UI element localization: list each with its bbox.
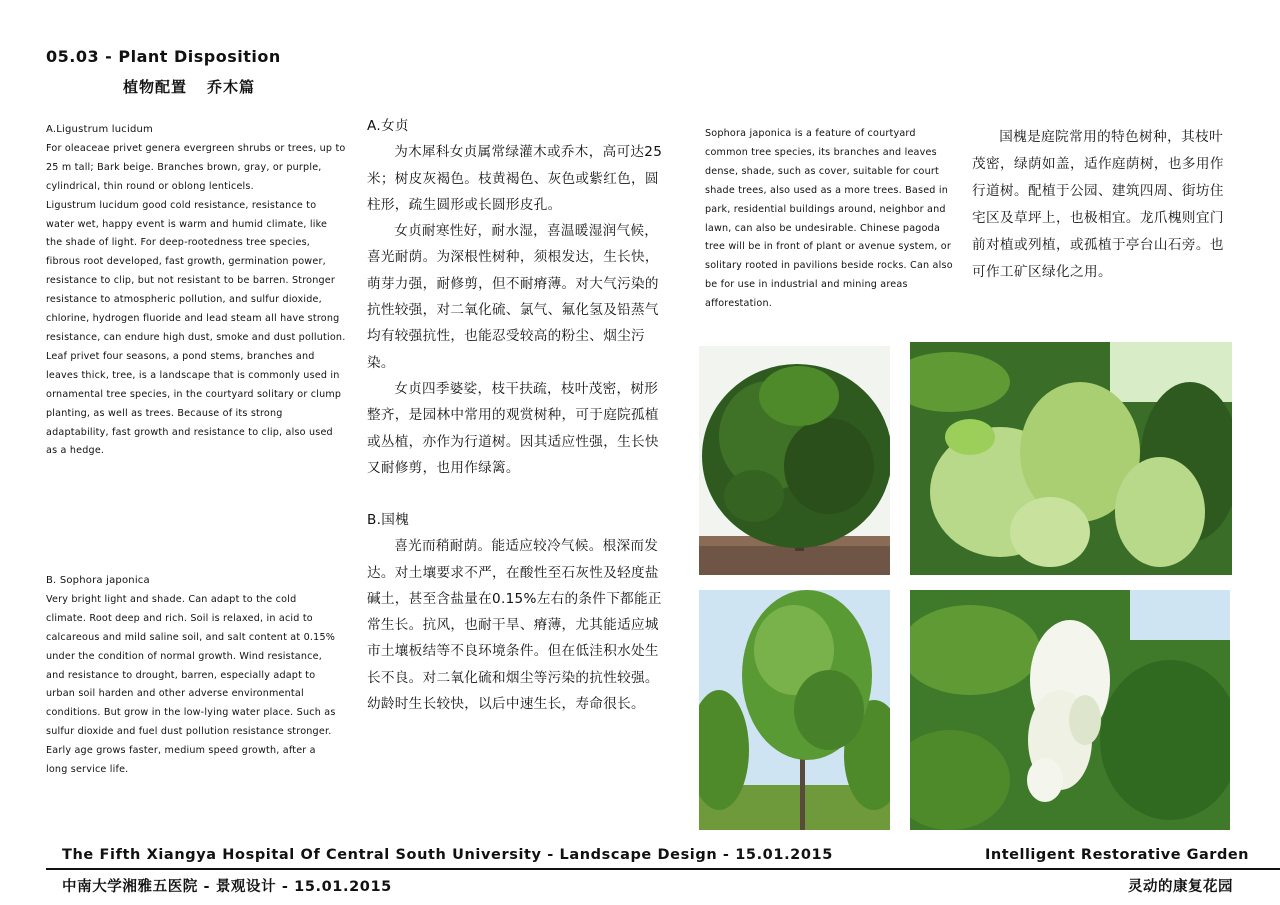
footer-garden-en: Intelligent Restorative Garden <box>985 847 1249 863</box>
ligustrum-cn-paragraph: 为木犀科女贞属常绿灌木或乔木，高可达25米；树皮灰褐色。枝黄褐色、灰色或紫红色，圆柱形，疏生圆形或长圆形皮孔。 <box>367 144 663 213</box>
footer-divider <box>46 868 1280 870</box>
sophora-en-paragraph: Very bright light and shade. Can adapt to the cold climate. Root deep and rich. Soil is relaxed, in acid to calcareous and mild saline soil, and salt content at 0.15% under the condition of normal growth. Wind resistance, and resistance to drought, barren, especially adapt to urban soil harden and other adverse environmental conditions. But grow in the low-lying water place. Such as sulfur dioxide and fuel dust pollution resistance stronger. Early age grows faster, medium speed growth, after a long service life. <box>46 593 336 776</box>
ligustrum-cn-paragraph: 女贞四季婆娑，枝干扶疏，枝叶茂密，树形整齐，是园林中常用的观赏树种，可于庭院孤植或丛植，亦作为行道树。因其适应性强，生长快又耐修剪，也用作绿篱。 <box>367 380 659 476</box>
ligustrum-cn-paragraph: 女贞耐寒性好，耐水湿，喜温暖湿润气候，喜光耐荫。为深根性树种，须根发达，生长快，萌芽力强，耐修剪，但不耐瘠薄。对大气污染的抗性较强，对二氧化硫、氯气、氟化氢及铅蒸气均有较强抗性，也能忍受较高的粉尘、烟尘污染。 <box>367 223 659 371</box>
ligustrum-cn-text <box>367 113 667 481</box>
sophora-usage-en-text: Sophora japonica is a feature of courtyard common tree species, its branches and leaves dense, shade, such as cover, suitable for court shade trees, also used as a more trees. Based in park, residential buildings around, neighbor and lawn, can also be undesirable. Chinese pagoda tree will be in front of plant or avenue system, or solitary rooted in pavilions beside rocks. Can also be for use in industrial and mining areas afforestation. <box>705 128 953 310</box>
sophora-flowers-photo <box>910 590 1230 830</box>
ligustrum-en-heading: A.Ligustrum lucidum <box>46 124 153 135</box>
title-cn-part-1: 植物配置 <box>123 78 188 96</box>
ligustrum-en-paragraph: Leaf privet four seasons, a pond stems, branches and leaves thick, tree, is a landscape that is commonly used in ornamental tree species, in the courtyard solitary or clump planting, as well as trees. Because of its strong adaptability, fast growth and resistance to clip, also used as a hedge. <box>46 350 342 457</box>
page-title-en: 05.03 - Plant Disposition <box>46 47 281 66</box>
footer-garden-cn: 灵动的康复花园 <box>1128 879 1233 895</box>
ligustrum-en-paragraph: Ligustrum lucidum good cold resistance, resistance to water wet, happy event is warm and humid climate, like the shade of light. For deep-rootedness tree species, fibrous root developed, fast growth, germination power, resistance to clip, but not resistant to be barren. Stronger resistance to atmospheric pollution, and sulfur dioxide, chlorine, hydrogen fluoride and lead steam all have strong resistance, can endure high dust, smoke and dust pollution. <box>46 199 346 343</box>
sophora-en-text <box>46 572 336 780</box>
footer-project-en: The Fifth Xiangya Hospital Of Central South University - Landscape Design - 15.01.2015 <box>62 847 833 863</box>
sophora-buds-photo <box>910 342 1232 575</box>
sophora-tree-photo <box>699 590 890 830</box>
sophora-cn-paragraph: 喜光而稍耐荫。能适应较冷气候。根深而发达。对土壤要求不严，在酸性至石灰性及轻度盐碱土，甚至含盐量在0.15%左右的条件下都能正常生长。抗风，也耐干旱、瘠薄，尤其能适应城市土壤板结等不良环境条件。但在低洼积水处生长不良。对二氧化硫和烟尘等污染的抗性较强。幼龄时生长较快，以后中速生长，寿命很长。 <box>367 538 662 713</box>
ligustrum-en-paragraph: For oleaceae privet genera evergreen shrubs or trees, up to 25 m tall; Bark beige. Branches brown, gray, or purple, cylindrical, thin round or oblong lenticels. <box>46 142 346 192</box>
ligustrum-en-text <box>46 121 346 461</box>
footer-project-cn: 中南大学湘雅五医院 - 景观设计 - 15.01.2015 <box>62 879 392 895</box>
sophora-usage-cn-text: 国槐是庭院常用的特色树种，其枝叶茂密，绿荫如盖，适作庭荫树，也多用作行道树。配植于公园、建筑四周、街坊住宅区及草坪上，也极相宜。龙爪槐则宜门前对植或列植，或孤植于亭台山石旁。也可作工矿区绿化之用。 <box>972 129 1224 280</box>
ligustrum-cn-heading: A.女贞 <box>367 118 409 134</box>
title-cn-part-2: 乔木篇 <box>207 78 256 96</box>
ligustrum-tree-photo <box>699 346 890 575</box>
sophora-cn-heading: B.国槐 <box>367 512 410 528</box>
sophora-cn-text <box>367 507 667 717</box>
page-title-cn <box>123 76 255 97</box>
sophora-en-heading: B. Sophora japonica <box>46 575 150 586</box>
